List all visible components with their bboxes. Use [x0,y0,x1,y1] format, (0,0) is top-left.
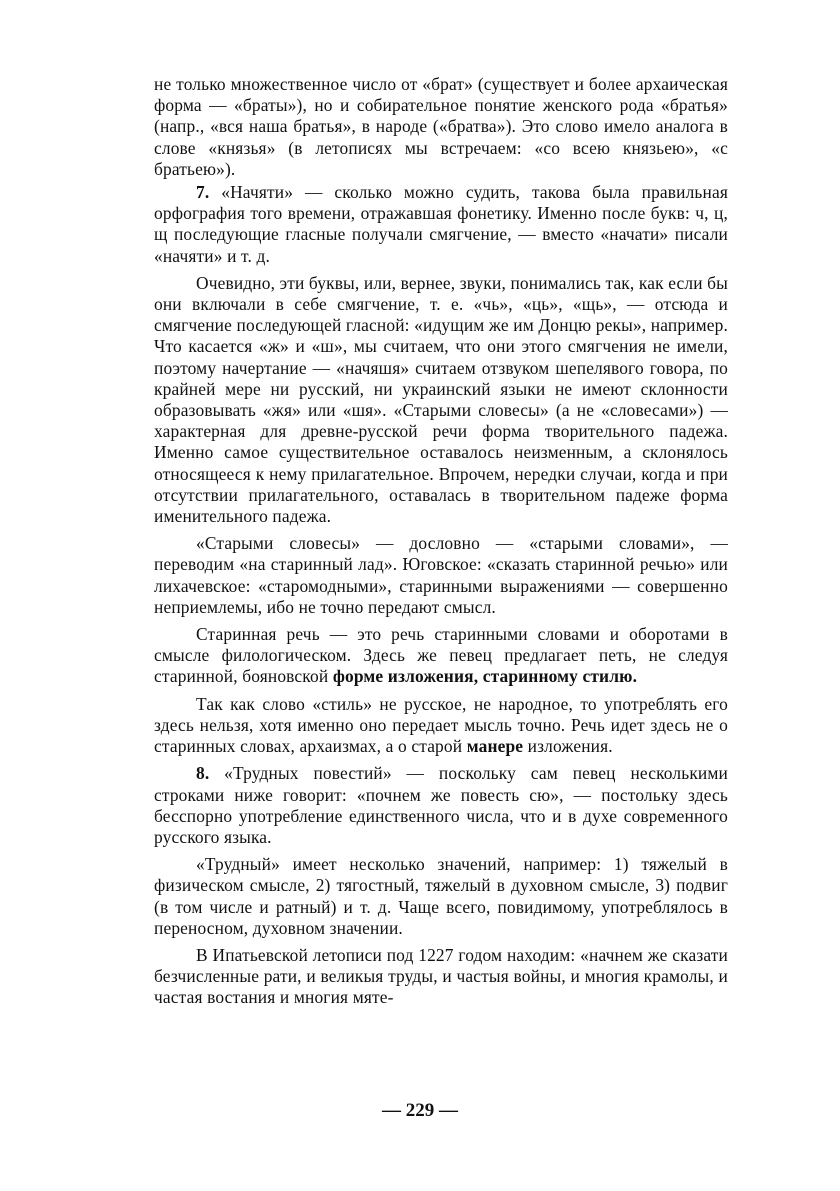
paragraph-note-8: 8. «Трудных повестий» — поскольку сам певец несколькими строками ниже говорит: «почнем же повесть сю», — постольку здесь бесспорно употребление единственного числа, что и в духе современного русского языка. [154,763,728,847]
paragraph: Так как слово «стиль» не русское, не народное, то употреблять его здесь нельзя, хотя именно оно передает мысль точно. Речь идет здесь не о старинных словах, архаизмах, а о старой манере изложения. [154,693,728,757]
paragraph-note-7: 7. «Начяти» — сколько можно судить, такова была правильная орфография того времени, отражавшая фонетику. Именно после букв: ч, ц, щ последующие гласные получали смягчение, — вместо «начати» писали «начяти» и т. д. [154,182,728,266]
paragraph: В Ипатьевской летописи под 1227 годом находим: «начнем же сказати безчисленные рати, и великыя труды, и частыя войны, и многия крамолы, и частая востания и многия мяте- [154,944,728,1008]
page-text [154,74,728,1015]
note-number: 7. [196,182,210,203]
paragraph: «Трудный» имеет несколько значений, например: 1) тяжелый в физическом смысле, 2) тягостный, тяжелый в духовном смысле, 3) подвиг (в том числе и ратный) и т. д. Чаще всего, повидимому, употреблялось в переносном, духовном значении. [154,854,728,938]
paragraph: не только множественное число от «брат» (существует и более архаическая форма — «браты»), но и собирательное понятие женского рода «братья» (напр., «вся наша братья», в народе («братва»). Это слово имело аналога в слове «князья» (в летописях мы встречаем: «со всею князьею», «с братьею»). [154,74,728,179]
note-number: 8. [196,763,210,784]
paragraph: Очевидно, эти буквы, или, вернее, звуки, понимались так, как если бы они включали в себе смягчение, т. е. «чь», «ць», «щь», — отсюда и смягчение последующей гласной: «идущим же им Донцю рекы», например. Что касается «ж» и «ш», мы считаем, что они этого смягчения не имели, поэтому начертание — «начяшя» считаем отзвуком шепелявого говора, по крайней мере ни русский, ни украинский языки не имеют склонности образовывать «жя» или «шя». «Старыми словесы» (а не «словесами») — характерная для древне-русской речи форма творительного падежа. Именно самое существительное оставалось неизменным, а склонялось относящееся к нему прилагательное. Впрочем, нередки случаи, когда и при отсутствии прилагательного, оставалась в творительном падеже форма именительного падежа. [154,272,728,527]
bold-word: манере [466,736,524,757]
page-number: — 229 — [382,1100,458,1121]
paragraph: Старинная речь — это речь старинными словами и оборотами в смысле филологическом. Здесь же певец предлагает петь, не следуя старинной, бояновской форме изложения, старинному стилю. [154,624,728,687]
paragraph: «Старыми словесы» — дословно — «старыми словами», — переводим «на старинный лад». Юговское: «сказать старинной речью» или лихачевское: «старомодными», старинными выражениями — совершенно неприемлемы, ибо не точно передают смысл. [154,533,728,617]
bold-phrase: форме изложения, старинному стилю. [332,666,638,687]
